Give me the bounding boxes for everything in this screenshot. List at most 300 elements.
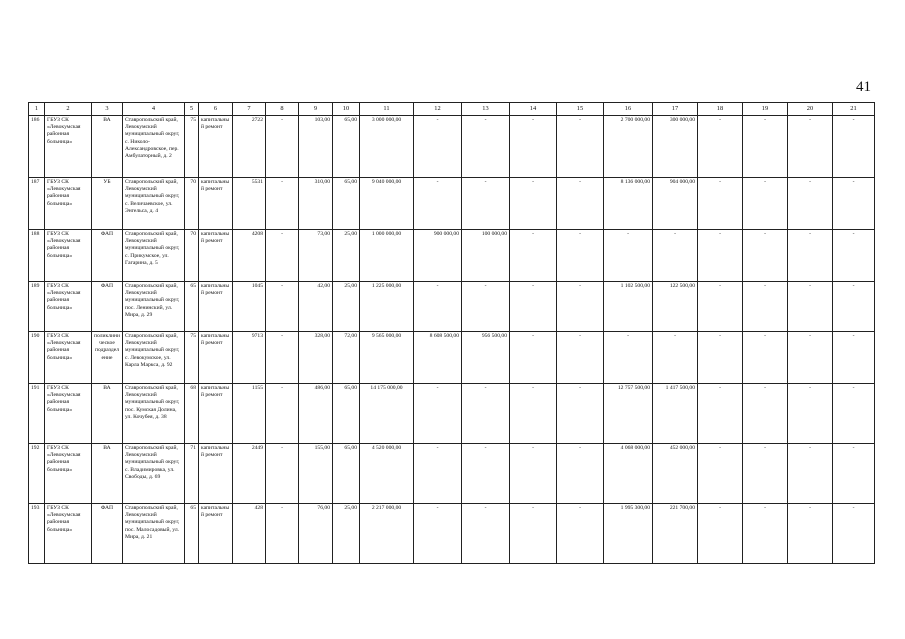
norm-cell [333, 282, 360, 332]
population-cell [233, 116, 266, 178]
value-cell-text: 904 000,00 [669, 179, 695, 185]
value-cell [788, 332, 833, 384]
table-row [29, 282, 875, 332]
value-cell [698, 282, 743, 332]
value-cell [743, 282, 788, 332]
value-cell-text: - [281, 231, 283, 237]
value-cell [833, 504, 875, 564]
column-header: 6 [199, 103, 233, 116]
population-cell-text: 4208 [251, 231, 263, 237]
area-cell [299, 116, 333, 178]
value-cell-text: - [852, 231, 855, 237]
facility-type-cell-text: ВА [103, 445, 111, 451]
area-cell-text: 155,00 [314, 445, 330, 451]
total-cost-cell [360, 504, 414, 564]
column-header: 12 [414, 103, 462, 116]
value-cell-text: - [719, 117, 721, 123]
value-cell [698, 230, 743, 282]
column-header: 11 [360, 103, 414, 116]
value-cell-text: - [719, 385, 721, 391]
facility-type-cell [92, 444, 123, 504]
norm-cell-text: 25,00 [344, 283, 357, 289]
value-cell [788, 116, 833, 178]
value-cell [510, 178, 557, 230]
work-type-cell-text: капитальный ремонт [201, 283, 230, 297]
value-cell [414, 332, 462, 384]
value-cell-text: - [532, 333, 534, 339]
organization-cell [45, 178, 92, 230]
column-header: 14 [510, 103, 557, 116]
value-cell [833, 444, 875, 504]
value-cell [462, 504, 510, 564]
value-cell [743, 178, 788, 230]
value-cell-text: - [764, 505, 766, 511]
total-cost-cell-text: 9 040 000,00 [371, 179, 402, 185]
row-number-text: 193 [31, 505, 40, 511]
value-cell-text: - [627, 231, 629, 237]
work-type-cell [199, 504, 233, 564]
row-number [29, 178, 45, 230]
norm-cell [333, 384, 360, 444]
value-cell [510, 282, 557, 332]
work-type-cell [199, 282, 233, 332]
value-cell [788, 178, 833, 230]
value-cell [604, 504, 653, 564]
organization-cell [45, 444, 92, 504]
value-cell-text: - [809, 117, 811, 123]
organization-cell [45, 230, 92, 282]
value-cell [414, 230, 462, 282]
total-cost-cell-text: 14 175 000,00 [370, 385, 403, 391]
value-cell [604, 230, 653, 282]
organization-cell [45, 384, 92, 444]
wear-percent-cell [185, 230, 199, 282]
work-type-cell [199, 444, 233, 504]
organization-cell [45, 332, 92, 384]
value-cell-text: - [764, 385, 766, 391]
value-cell-text: - [627, 333, 629, 339]
address-cell-text: Ставропольский край, Левокумский муниципальный округ, с. Величаевское, ул. Энгельса, д. 4 [125, 179, 180, 214]
address-cell [123, 116, 185, 178]
address-cell-text: Ставропольский край, Левокумский муниципальный округ, пос. Малосадовый, ул. Мира, д. 21 [125, 505, 180, 540]
value-cell [266, 178, 299, 230]
address-cell-text: Ставропольский край, Левокумский муниципальный округ, с. Прикумское, ул. Гагарина, д. 5 [125, 231, 180, 266]
value-cell [604, 332, 653, 384]
population-cell-text: 428 [254, 505, 263, 511]
value-cell [414, 116, 462, 178]
work-type-cell-text: капитальный ремонт [201, 231, 230, 245]
wear-percent-cell [185, 384, 199, 444]
norm-cell-text: 65,00 [344, 179, 357, 185]
facility-type-cell [92, 332, 123, 384]
table-row [29, 444, 875, 504]
wear-percent-cell-text: 70 [190, 231, 196, 237]
table-row [29, 384, 875, 444]
value-cell [462, 444, 510, 504]
value-cell-text: - [764, 231, 766, 237]
value-cell [557, 444, 604, 504]
value-cell [462, 230, 510, 282]
norm-cell-text: 65,00 [344, 117, 357, 123]
address-cell-text: Ставропольский край, Левокумский муниципальный округ, с. Владимировка, ул. Свободы, д. 69 [125, 445, 180, 480]
row-number-text: 188 [31, 231, 40, 237]
wear-percent-cell [185, 178, 199, 230]
column-header: 5 [185, 103, 199, 116]
value-cell-text: - [436, 385, 439, 391]
register-table [28, 102, 875, 564]
value-cell [788, 230, 833, 282]
table-row [29, 332, 875, 384]
value-cell [462, 282, 510, 332]
value-cell-text: - [764, 283, 766, 289]
value-cell-text: - [579, 231, 581, 237]
value-cell [557, 282, 604, 332]
value-cell-text: - [852, 333, 855, 339]
column-header: 20 [788, 103, 833, 116]
value-cell [414, 444, 462, 504]
facility-type-cell [92, 504, 123, 564]
value-cell [743, 230, 788, 282]
wear-percent-cell-text: 71 [190, 445, 196, 451]
area-cell-text: 76,00 [317, 505, 330, 511]
value-cell [557, 116, 604, 178]
norm-cell [333, 444, 360, 504]
value-cell [557, 384, 604, 444]
wear-percent-cell-text: 68 [190, 385, 196, 391]
value-cell [462, 384, 510, 444]
value-cell-text: - [532, 117, 534, 123]
work-type-cell [199, 178, 233, 230]
table-row [29, 178, 875, 230]
value-cell-text: - [579, 333, 581, 339]
column-header: 8 [266, 103, 299, 116]
value-cell [557, 230, 604, 282]
value-cell [653, 178, 698, 230]
value-cell-text: - [852, 117, 855, 123]
value-cell [462, 332, 510, 384]
column-header: 16 [604, 103, 653, 116]
value-cell [510, 504, 557, 564]
wear-percent-cell [185, 444, 199, 504]
area-cell [299, 230, 333, 282]
facility-type-cell-text: ВА [103, 385, 111, 391]
value-cell-text: - [532, 385, 534, 391]
value-cell-text: - [719, 283, 721, 289]
value-cell-text: - [484, 505, 487, 511]
organization-cell-text: ГБУЗ СК «Левокумская районная больница» [47, 117, 81, 145]
value-cell-text: - [532, 231, 534, 237]
value-cell [510, 444, 557, 504]
wear-percent-cell-text: 65 [190, 283, 196, 289]
value-cell [462, 178, 510, 230]
wear-percent-cell-text: 75 [190, 117, 196, 123]
total-cost-cell-text: 9 565 000,00 [371, 333, 402, 339]
address-cell [123, 332, 185, 384]
column-header: 10 [333, 103, 360, 116]
total-cost-cell-text: 4 520 000,00 [371, 445, 402, 451]
column-header: 7 [233, 103, 266, 116]
total-cost-cell [360, 444, 414, 504]
total-cost-cell-text: 3 000 000,00 [371, 117, 402, 123]
row-number [29, 282, 45, 332]
value-cell-text: - [764, 117, 766, 123]
value-cell [698, 384, 743, 444]
value-cell [557, 332, 604, 384]
value-cell-text: - [281, 179, 283, 185]
value-cell-text: - [719, 445, 721, 451]
value-cell [266, 384, 299, 444]
area-cell [299, 504, 333, 564]
value-cell-text: - [719, 179, 721, 185]
value-cell [698, 178, 743, 230]
row-number [29, 444, 45, 504]
wear-percent-cell [185, 282, 199, 332]
work-type-cell [199, 332, 233, 384]
norm-cell-text: 65,00 [344, 385, 357, 391]
total-cost-cell [360, 332, 414, 384]
population-cell [233, 444, 266, 504]
facility-type-cell [92, 178, 123, 230]
value-cell [698, 504, 743, 564]
population-cell-text: 1155 [252, 385, 263, 391]
work-type-cell-text: капитальный ремонт [201, 505, 230, 519]
facility-type-cell-text: ФАП [100, 231, 114, 237]
wear-percent-cell [185, 116, 199, 178]
value-cell-text: - [281, 117, 283, 123]
population-cell [233, 230, 266, 282]
area-cell [299, 282, 333, 332]
address-cell-text: Ставропольский край, Левокумский муниципальный округ, пос. Ленинский, ул. Мира, д. 29 [125, 283, 180, 318]
area-cell-text: 73,00 [317, 231, 330, 237]
value-cell [653, 282, 698, 332]
norm-cell [333, 504, 360, 564]
total-cost-cell [360, 116, 414, 178]
row-number-text: 189 [31, 283, 40, 289]
value-cell [743, 332, 788, 384]
column-header: 19 [743, 103, 788, 116]
column-number-row [29, 103, 875, 116]
population-cell-text: 1045 [251, 283, 263, 289]
value-cell-text: 12 757 500,00 [617, 385, 650, 391]
area-cell-text: 42,00 [317, 283, 330, 289]
value-cell-text: 1 102 500,00 [620, 283, 650, 289]
value-cell [743, 116, 788, 178]
value-cell [414, 178, 462, 230]
value-cell-text: - [436, 445, 439, 451]
organization-cell [45, 116, 92, 178]
total-cost-cell [360, 282, 414, 332]
column-header: 15 [557, 103, 604, 116]
value-cell-text: - [281, 385, 283, 391]
value-cell [266, 444, 299, 504]
value-cell-text: - [852, 445, 855, 451]
value-cell-text: - [484, 283, 487, 289]
value-cell-text: - [809, 231, 811, 237]
value-cell-text: - [579, 445, 581, 451]
value-cell-text: - [484, 385, 487, 391]
value-cell-text: - [532, 179, 534, 185]
value-cell-text: - [532, 505, 534, 511]
facility-type-cell [92, 116, 123, 178]
value-cell-text: - [579, 283, 581, 289]
value-cell-text: - [719, 333, 721, 339]
address-cell-text: Ставропольский край, Левокумский муниципальный округ, с. Левокумское, ул. Карла Маркса, д. 92 [125, 333, 180, 368]
row-number [29, 332, 45, 384]
wear-percent-cell-text: 70 [190, 179, 196, 185]
value-cell [653, 116, 698, 178]
population-cell [233, 178, 266, 230]
page-number: 41 [856, 79, 871, 95]
facility-type-cell-text: ФАП [100, 505, 114, 511]
value-cell [743, 504, 788, 564]
area-cell-text: 310,00 [314, 179, 330, 185]
row-number [29, 384, 45, 444]
address-cell [123, 504, 185, 564]
value-cell-text: - [436, 505, 439, 511]
total-cost-cell-text: 1 000 000,00 [371, 231, 402, 237]
value-cell-text: - [719, 505, 721, 511]
value-cell [653, 384, 698, 444]
value-cell-text: - [764, 179, 766, 185]
row-number-text: 186 [31, 117, 40, 123]
value-cell [833, 116, 875, 178]
value-cell-text: - [764, 445, 766, 451]
organization-cell-text: ГБУЗ СК «Левокумская районная больница» [47, 505, 81, 533]
organization-cell-text: ГБУЗ СК «Левокумская районная больница» [47, 231, 81, 259]
value-cell [653, 332, 698, 384]
area-cell [299, 444, 333, 504]
organization-cell-text: ГБУЗ СК «Левокумская районная больница» [47, 283, 81, 311]
value-cell-text: - [809, 505, 811, 511]
value-cell [510, 230, 557, 282]
value-cell-text: - [484, 445, 487, 451]
value-cell [833, 384, 875, 444]
value-cell-text: - [436, 117, 439, 123]
row-number [29, 504, 45, 564]
work-type-cell [199, 230, 233, 282]
value-cell-text: - [674, 231, 676, 237]
value-cell-text: 452 000,00 [669, 445, 695, 451]
value-cell-text: - [809, 385, 811, 391]
value-cell-text: 8 608 500,00 [429, 333, 459, 339]
value-cell-text: 221 700,00 [669, 505, 695, 511]
wear-percent-cell-text: 65 [190, 505, 196, 511]
value-cell-text: 300 000,00 [669, 117, 695, 123]
value-cell [833, 230, 875, 282]
organization-cell-text: ГБУЗ СК «Левокумская районная больница» [47, 385, 81, 413]
wear-percent-cell [185, 504, 199, 564]
work-type-cell-text: капитальный ремонт [201, 333, 230, 347]
value-cell [833, 282, 875, 332]
row-number [29, 230, 45, 282]
population-cell-text: 2722 [251, 117, 263, 123]
column-header: 4 [123, 103, 185, 116]
value-cell [788, 384, 833, 444]
value-cell [743, 384, 788, 444]
value-cell [698, 444, 743, 504]
value-cell-text: - [484, 179, 487, 185]
work-type-cell-text: капитальный ремонт [201, 445, 230, 459]
total-cost-cell [360, 230, 414, 282]
column-header: 13 [462, 103, 510, 116]
facility-type-cell-text: ВА [103, 117, 111, 123]
column-header: 18 [698, 103, 743, 116]
value-cell-text: 4 068 000,00 [620, 445, 650, 451]
area-cell-text: 486,00 [314, 385, 330, 391]
value-cell-text: 8 136 000,00 [620, 179, 650, 185]
row-number-text: 190 [31, 333, 40, 339]
address-cell [123, 230, 185, 282]
address-cell [123, 444, 185, 504]
population-cell [233, 332, 266, 384]
column-header: 17 [653, 103, 698, 116]
column-header: 9 [299, 103, 333, 116]
row-number-text: 191 [31, 385, 40, 391]
value-cell [266, 282, 299, 332]
value-cell-text: 956 500,00 [481, 333, 507, 339]
value-cell-text: 100 000,00 [481, 231, 507, 237]
value-cell-text: - [579, 117, 581, 123]
value-cell [266, 116, 299, 178]
value-cell [414, 282, 462, 332]
value-cell-text: - [809, 283, 811, 289]
work-type-cell-text: капитальный ремонт [201, 179, 230, 193]
total-cost-cell [360, 384, 414, 444]
value-cell [698, 116, 743, 178]
work-type-cell-text: капитальный ремонт [201, 117, 230, 131]
row-number-text: 192 [31, 445, 40, 451]
organization-cell-text: ГБУЗ СК «Левокумская районная больница» [47, 179, 81, 207]
value-cell-text: - [764, 333, 766, 339]
organization-cell [45, 282, 92, 332]
facility-type-cell [92, 282, 123, 332]
value-cell-text: - [809, 445, 811, 451]
facility-type-cell-text: УБ [103, 179, 111, 185]
value-cell-text: - [281, 283, 283, 289]
value-cell [414, 504, 462, 564]
value-cell [604, 444, 653, 504]
value-cell [604, 384, 653, 444]
column-header: 3 [92, 103, 123, 116]
value-cell [833, 178, 875, 230]
value-cell-text: - [579, 179, 581, 185]
value-cell [266, 230, 299, 282]
facility-type-cell [92, 384, 123, 444]
value-cell-text: 2 700 000,00 [620, 117, 650, 123]
norm-cell [333, 332, 360, 384]
area-cell [299, 332, 333, 384]
value-cell [510, 332, 557, 384]
address-cell-text: Ставропольский край, Левокумский муниципальный округ, с. Николо-Александровское, пер. Амбулаторный, д. 2 [125, 117, 180, 160]
value-cell-text: - [579, 505, 581, 511]
value-cell-text: - [579, 385, 581, 391]
value-cell-text: - [852, 505, 855, 511]
value-cell [833, 332, 875, 384]
value-cell-text: - [852, 385, 855, 391]
norm-cell [333, 116, 360, 178]
area-cell [299, 178, 333, 230]
population-cell [233, 504, 266, 564]
norm-cell-text: 65,00 [344, 445, 357, 451]
population-cell-text: 5531 [251, 179, 263, 185]
value-cell-text: - [281, 445, 283, 451]
value-cell [266, 332, 299, 384]
facility-type-cell-text: поликлиническое подразделение [94, 333, 120, 361]
area-cell-text: 103,00 [314, 117, 330, 123]
facility-type-cell-text: ФАП [100, 283, 114, 289]
value-cell-text: - [532, 283, 534, 289]
value-cell [788, 504, 833, 564]
